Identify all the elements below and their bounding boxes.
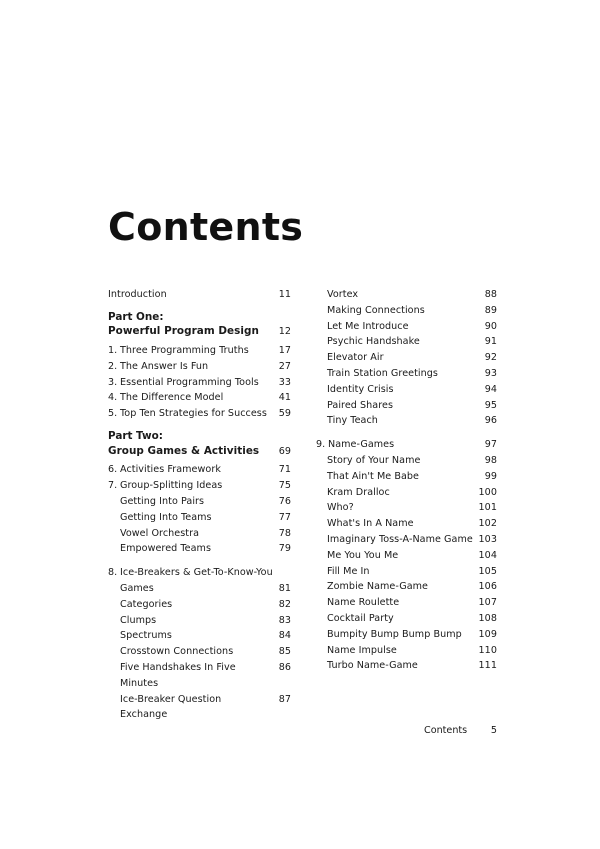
toc-entry-page: 110: [478, 644, 497, 656]
toc-entry-page: 87: [278, 693, 291, 705]
toc-entry-label: Zombie Name-Game: [327, 581, 428, 593]
toc-subentry[interactable]: [316, 595, 497, 611]
toc-entry-page: 82: [278, 598, 291, 610]
toc-entry-label: Who?: [327, 502, 354, 514]
icebreaker-subitems: [108, 597, 291, 723]
toc-subentry[interactable]: [316, 658, 497, 674]
toc-entry-label: Making Connections: [327, 304, 425, 316]
toc-entry-page: 93: [484, 367, 497, 379]
toc-entry-label: Tiny Teach: [327, 415, 378, 427]
toc-chapter-entry[interactable]: [108, 478, 291, 494]
toc-entry-label: Activities Framework: [120, 464, 221, 476]
toc-subentry[interactable]: [316, 319, 497, 335]
toc-entry-page: 84: [278, 630, 291, 642]
toc-subentry[interactable]: [316, 413, 497, 429]
toc-entry-page: 96: [484, 415, 497, 427]
toc-subentry[interactable]: [316, 287, 497, 303]
toc-chapter-entry[interactable]: [108, 359, 291, 375]
toc-entry-page: 104: [478, 549, 497, 561]
toc-entry-label: Psychic Handshake: [327, 336, 420, 348]
toc-entry-label: Categories: [120, 598, 173, 610]
toc-entry-page: 105: [478, 565, 497, 577]
toc-entry-page: 98: [484, 454, 497, 466]
toc-entry-label: Getting Into Teams: [120, 511, 212, 523]
toc-entry-label: The Answer Is Fun: [120, 360, 209, 372]
toc-entry-label: Five Handshakes In Five Minutes: [120, 661, 236, 689]
toc-entry-label: Cocktail Party: [327, 612, 394, 624]
toc-subentry[interactable]: [108, 692, 291, 724]
toc-entry-label: Paired Shares: [327, 399, 394, 411]
toc-entry-label: Name Roulette: [327, 597, 400, 609]
chapter-number: 6.: [108, 464, 118, 476]
page-title: Contents: [108, 205, 304, 249]
toc-entry-label: Clumps: [120, 614, 157, 626]
toc-subentry[interactable]: [316, 627, 497, 643]
toc-subentry[interactable]: [108, 526, 291, 542]
toc-entry-page: 78: [278, 527, 291, 539]
toc-entry-page: 88: [484, 289, 497, 300]
toc-entry-label: Name Impulse: [327, 644, 397, 656]
footer-label: Contents: [424, 725, 468, 736]
name-game-subitems: [316, 453, 497, 674]
chapter-number: 2.: [108, 360, 118, 372]
toc-entry-page: 83: [278, 614, 291, 626]
toc-entry-label: Top Ten Strategies for Success: [120, 408, 267, 420]
toc-entry-label: Vowel Orchestra: [120, 527, 200, 539]
toc-entry-page: 107: [478, 597, 497, 609]
part-one-heading[interactable]: [108, 311, 291, 340]
toc-entry-page: 77: [278, 511, 291, 523]
toc-left-column: [108, 287, 291, 723]
toc-entry-label: Turbo Name-Game: [327, 660, 418, 672]
toc-subentry[interactable]: [108, 494, 291, 510]
part-two-title-line2: Group Games & Activities: [108, 444, 260, 457]
chapter-number: 1.: [108, 345, 118, 357]
page-footer: [424, 725, 497, 736]
toc-subentry[interactable]: [316, 350, 497, 366]
toc-subentry[interactable]: [316, 532, 497, 548]
toc-entry-label: That Ain't Me Babe: [327, 470, 419, 482]
toc-subentry[interactable]: [316, 398, 497, 414]
toc-entry-page: 11: [278, 289, 291, 300]
toc-chapter-entry[interactable]: [108, 406, 291, 422]
toc-chapter-entry[interactable]: [108, 375, 291, 391]
toc-entry-page: 75: [278, 480, 291, 492]
part-one-page: 12: [278, 326, 291, 338]
toc-entry-label: Vortex: [327, 289, 359, 300]
toc-entry-label: Story of Your Name: [327, 454, 421, 466]
toc-entry-label: Imaginary Toss-A-Name Game: [327, 533, 473, 545]
toc-entry-page: 86: [278, 661, 291, 673]
toc-entry-page: 90: [484, 320, 497, 332]
toc-subentry[interactable]: [316, 611, 497, 627]
toc-entry-label: Introduction: [108, 289, 167, 300]
toc-entry-icebreakers[interactable]: [108, 565, 291, 597]
toc-entry-page: 100: [478, 486, 497, 498]
chapter-title: Name-Games: [328, 439, 395, 451]
part-two-chapter-list: [108, 462, 291, 494]
toc-subentry[interactable]: [108, 660, 291, 692]
toc-entry-label: Essential Programming Tools: [120, 376, 259, 388]
toc-entry-page: 92: [484, 352, 497, 364]
toc-entry-label: Train Station Greetings: [327, 367, 438, 379]
toc-entry-introduction[interactable]: [108, 287, 291, 303]
toc-entry-name-games[interactable]: [316, 437, 497, 453]
toc-entry-label: Elevator Air: [327, 352, 384, 364]
toc-entry-page: 76: [278, 495, 291, 507]
toc-entry-label: Kram Dralloc: [327, 486, 390, 498]
toc-subentry[interactable]: [316, 548, 497, 564]
toc-entry-page: 106: [478, 581, 497, 593]
toc-entry-label: Fill Me In: [327, 565, 370, 577]
toc-entry-page: 109: [478, 628, 497, 640]
part-two-title-line1: Part Two:: [108, 430, 163, 443]
toc-subentry[interactable]: [316, 334, 497, 350]
chapter-page: 81: [278, 582, 291, 594]
toc-entry-page: 33: [278, 376, 291, 388]
toc-subentry[interactable]: [316, 643, 497, 659]
chapter-number: 4.: [108, 392, 118, 404]
toc-entry-page: 95: [484, 399, 497, 411]
toc-subentry[interactable]: [108, 597, 291, 613]
toc-chapter-entry[interactable]: [108, 390, 291, 406]
toc-entry-page: 41: [278, 392, 291, 404]
toc-right-column: [316, 287, 497, 674]
toc-entry-page: 89: [484, 304, 497, 316]
toc-entry-label: Crosstown Connections: [120, 646, 234, 658]
toc-subentry[interactable]: [108, 628, 291, 644]
part-two-page: 69: [278, 445, 291, 457]
chapter-number: 3.: [108, 376, 118, 388]
toc-subentry[interactable]: [316, 303, 497, 319]
toc-subentry[interactable]: [316, 366, 497, 382]
toc-subentry[interactable]: [316, 579, 497, 595]
toc-subentry[interactable]: [108, 644, 291, 660]
toc-entry-page: 103: [478, 533, 497, 545]
toc-entry-page: 99: [484, 470, 497, 482]
toc-entry-page: 79: [278, 543, 291, 555]
toc-entry-page: 59: [278, 408, 291, 420]
toc-entry-page: 17: [278, 345, 291, 357]
toc-entry-label: Identity Crisis: [327, 383, 394, 395]
part-two-heading[interactable]: [108, 430, 291, 459]
part-one-title-line2: Powerful Program Design: [108, 325, 259, 338]
toc-entry-label: The Difference Model: [120, 392, 224, 404]
toc-entry-page: 27: [278, 360, 291, 372]
toc-entry-page: 102: [478, 518, 497, 530]
toc-entry-label: Bumpity Bump Bump Bump: [327, 628, 462, 640]
toc-entry-label: Ice-Breaker Question Exchange: [120, 693, 222, 721]
page-number: 5: [490, 725, 497, 736]
toc-subentry[interactable]: [316, 485, 497, 501]
toc-entry-label: Getting Into Pairs: [120, 495, 205, 507]
part-one-title-line1: Part One:: [108, 310, 164, 323]
chapter-number: 7.: [108, 480, 118, 492]
group-splitting-subitems: [108, 494, 291, 557]
chapter-number: 8.: [108, 567, 118, 579]
chapter-title-line1: Ice-Breakers & Get-To-Know-You: [120, 567, 273, 579]
toc-entry-page: 71: [278, 464, 291, 476]
chapter-title-line2: Games: [120, 582, 154, 594]
toc-entry-label: Let Me Introduce: [327, 320, 409, 332]
chapter-number: 5.: [108, 408, 118, 420]
toc-subentry[interactable]: [108, 613, 291, 629]
chapter-page: 97: [484, 439, 497, 451]
toc-subentry[interactable]: [316, 469, 497, 485]
toc-subentry[interactable]: [316, 453, 497, 469]
icebreaker-subitems-continued: [316, 287, 497, 429]
toc-entry-label: Three Programming Truths: [120, 345, 249, 357]
toc-entry-label: What's In A Name: [327, 518, 414, 530]
toc-entry-page: 91: [484, 336, 497, 348]
toc-subentry[interactable]: [108, 541, 291, 557]
toc-entry-page: 108: [478, 612, 497, 624]
toc-entry-page: 111: [478, 660, 497, 672]
toc-subentry[interactable]: [316, 382, 497, 398]
toc-entry-page: 85: [278, 646, 291, 658]
toc-entry-label: Group-Splitting Ideas: [120, 480, 223, 492]
toc-entry-label: Empowered Teams: [120, 543, 211, 555]
toc-subentry[interactable]: [316, 516, 497, 532]
toc-subentry[interactable]: [108, 510, 291, 526]
chapter-number: 9.: [316, 439, 326, 451]
toc-chapter-entry[interactable]: [108, 343, 291, 359]
toc-entry-page: 101: [478, 502, 497, 514]
part-one-chapter-list: [108, 343, 291, 422]
toc-entry-label: Spectrums: [120, 630, 172, 642]
toc-chapter-entry[interactable]: [108, 462, 291, 478]
toc-subentry[interactable]: [316, 500, 497, 516]
toc-subentry[interactable]: [316, 564, 497, 580]
toc-entry-page: 94: [484, 383, 497, 395]
toc-entry-label: Me You You Me: [327, 549, 399, 561]
